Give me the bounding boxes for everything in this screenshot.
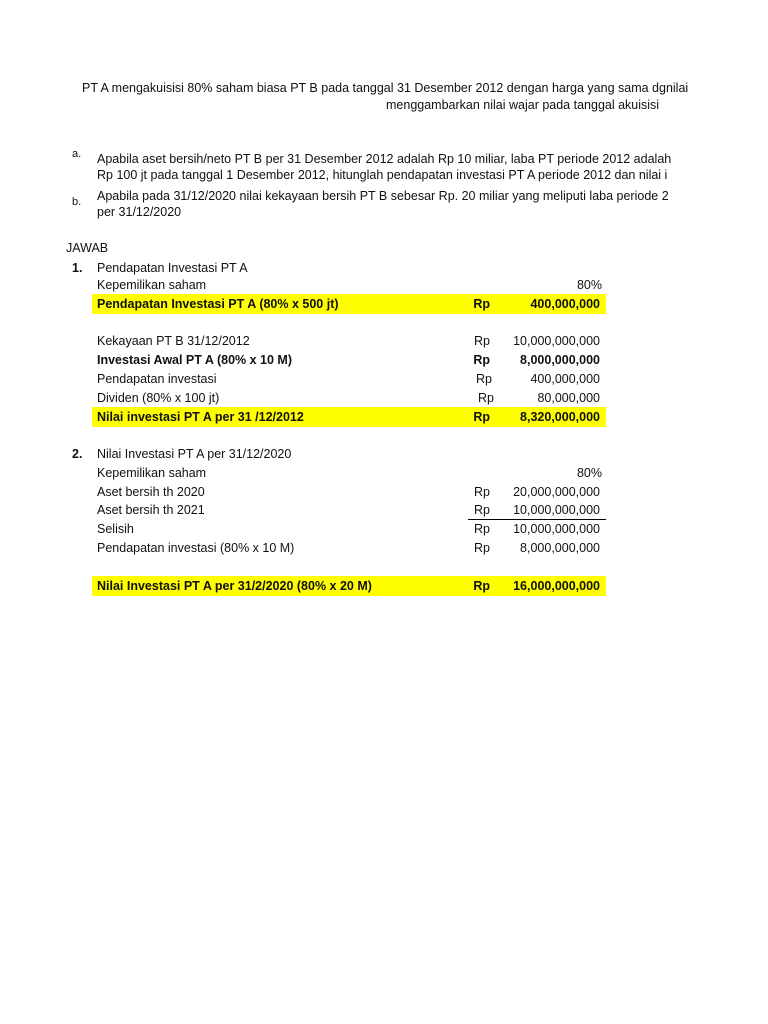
section-1-row-currency: Rp: [476, 372, 492, 386]
section-2-row-currency: Rp: [474, 522, 490, 536]
section-1-row-label: Pendapatan investasi: [97, 372, 217, 386]
section-2-number: 2.: [72, 447, 83, 461]
section-1-row-currency: Rp: [474, 334, 490, 348]
section-1-row-label: Investasi Awal PT A (80% x 10 M): [97, 353, 292, 367]
section-2-title: Nilai Investasi PT A per 31/12/2020: [97, 447, 292, 461]
section-2-total-currency: Rp: [473, 579, 490, 593]
section-1-income-label: Pendapatan Investasi PT A (80% x 500 jt): [97, 297, 339, 311]
section-2-row-amount: 20,000,000,000: [513, 485, 600, 499]
header-line-1: PT A mengakuisisi 80% saham biasa PT B pada tanggal 31 Desember 2012 dengan harga yang sama dgnilai: [82, 81, 689, 95]
section-1-row-amount: 400,000,000: [530, 372, 600, 386]
section-2-total-amount: 16,000,000,000: [513, 579, 600, 593]
section-2-ownership-label: Kepemilikan saham: [97, 466, 207, 480]
question-a-marker: a.: [72, 148, 82, 160]
section-1-income-currency: Rp: [473, 297, 490, 311]
section-1-ownership-value: 80%: [576, 278, 602, 292]
section-2-row-label: Selisih: [97, 522, 134, 536]
section-2-row-label: Aset bersih th 2020: [97, 485, 205, 499]
section-1-title: Pendapatan Investasi PT A: [97, 261, 248, 275]
section-1-ownership-label: Kepemilikan saham: [97, 278, 207, 292]
question-b-line-2: per 31/12/2020: [97, 205, 182, 219]
section-1-total-currency: Rp: [473, 410, 490, 424]
section-1-row-currency: Rp: [473, 353, 490, 367]
section-1-row-currency: Rp: [478, 391, 494, 405]
question-b-marker: b.: [72, 196, 82, 208]
section-2-row-amount: 10,000,000,000: [513, 503, 600, 517]
section-1-total-label: Nilai investasi PT A per 31 /12/2012: [97, 410, 304, 424]
section-2-row-label: Aset bersih th 2021: [97, 503, 205, 517]
section-2-row-currency: Rp: [474, 503, 490, 517]
question-a-line-1: Apabila aset bersih/neto PT B per 31 Desember 2012 adalah Rp 10 miliar, laba PT periode 2012 adalah: [97, 152, 672, 166]
section-2-total-label: Nilai Investasi PT A per 31/2/2020 (80% x 20 M): [97, 579, 372, 593]
section-2-row-amount: 10,000,000,000: [513, 522, 600, 536]
section-1-income-amount: 400,000,000: [530, 297, 600, 311]
section-2-row-currency: Rp: [474, 485, 490, 499]
section-1-row-amount: 8,000,000,000: [520, 353, 600, 367]
section-1-number: 1.: [72, 261, 83, 275]
header-line-2: menggambarkan nilai wajar pada tanggal akuisisi: [386, 98, 660, 112]
section-1-row-amount: 80,000,000: [537, 391, 600, 405]
section-1-row-amount: 10,000,000,000: [513, 334, 600, 348]
answer-heading: JAWAB: [66, 241, 109, 255]
section-2-row-label: Pendapatan investasi (80% x 10 M): [97, 541, 295, 555]
question-a-line-2: Rp 100 jt pada tanggal 1 Desember 2012, hitunglah pendapatan investasi PT A periode 2012 dan nilai i: [97, 168, 668, 182]
section-1-row-label: Kekayaan PT B 31/12/2012: [97, 334, 250, 348]
subtotal-divider: [468, 519, 606, 520]
section-2-row-currency: Rp: [474, 541, 490, 555]
question-b-line-1: Apabila pada 31/12/2020 nilai kekayaan bersih PT B sebesar Rp. 20 miliar yang meliputi laba periode 2: [97, 189, 669, 203]
section-1-row-label: Dividen (80% x 100 jt): [97, 391, 220, 405]
section-1-total-amount: 8,320,000,000: [520, 410, 600, 424]
section-2-row-amount: 8,000,000,000: [520, 541, 600, 555]
section-2-ownership-value: 80%: [576, 466, 602, 480]
